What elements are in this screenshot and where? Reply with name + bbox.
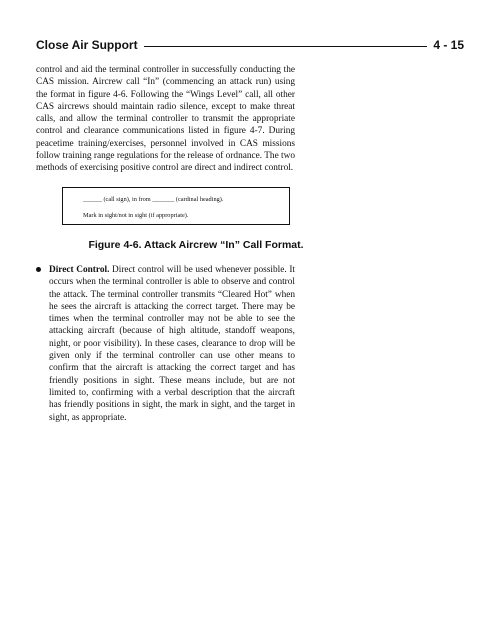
page-header	[36, 37, 464, 53]
body-paragraph: control and aid the terminal controller in successfully conducting the CAS mission. Aircrew call “In” (commencing an attack run) using the format in figure 4-6. Following the “Wings Level” call, all other CAS aircrews should maintain radio silence, except to make threat calls, and allow the terminal controller to transmit the appropriate control and clearance communications listed in figure 4-7. During peacetime training/exercises, personnel involved in CAS missions follow training range regulations for the release of ordnance. The two methods of exercising positive control are direct and indirect control.	[36, 65, 295, 174]
figure-box	[62, 187, 290, 225]
figure-line-call-sign: ______ (call sign), in from _______ (cardinal heading).	[83, 196, 224, 203]
bullet-paragraph	[49, 264, 295, 424]
bullet-lead: Direct Control.	[49, 265, 110, 275]
figure-line-mark: Mark in sight/not in sight (if appropriate).	[83, 212, 189, 219]
figure-caption: Figure 4-6. Attack Aircrew “In” Call Format.	[88, 239, 304, 251]
page-number: 4 - 15	[433, 38, 464, 52]
bullet-dot-icon	[36, 267, 41, 272]
bullet-body: Direct control will be used whenever possible. It occurs when the terminal controller is able to observe and control the attack. The terminal controller transmits “Cleared Hot” when he sees the aircraft is attacking the correct target. There may be times when the terminal controller may not be able to see the attacking aircraft (because of high altitude, standoff weapons, night, or poor visibility). In these cases, clearance to drop will be given only if the terminal controller can use other means to confirm that the aircraft is attacking the correct target and has friendly positions in sight. These means include, but are not limited to, confirming with a verbal description that the aircraft has friendly positions in sight, the mark in sight, and the target in sight, as appropriate.	[49, 265, 295, 423]
chapter-title: Close Air Support	[36, 38, 138, 52]
header-rule	[144, 46, 428, 47]
